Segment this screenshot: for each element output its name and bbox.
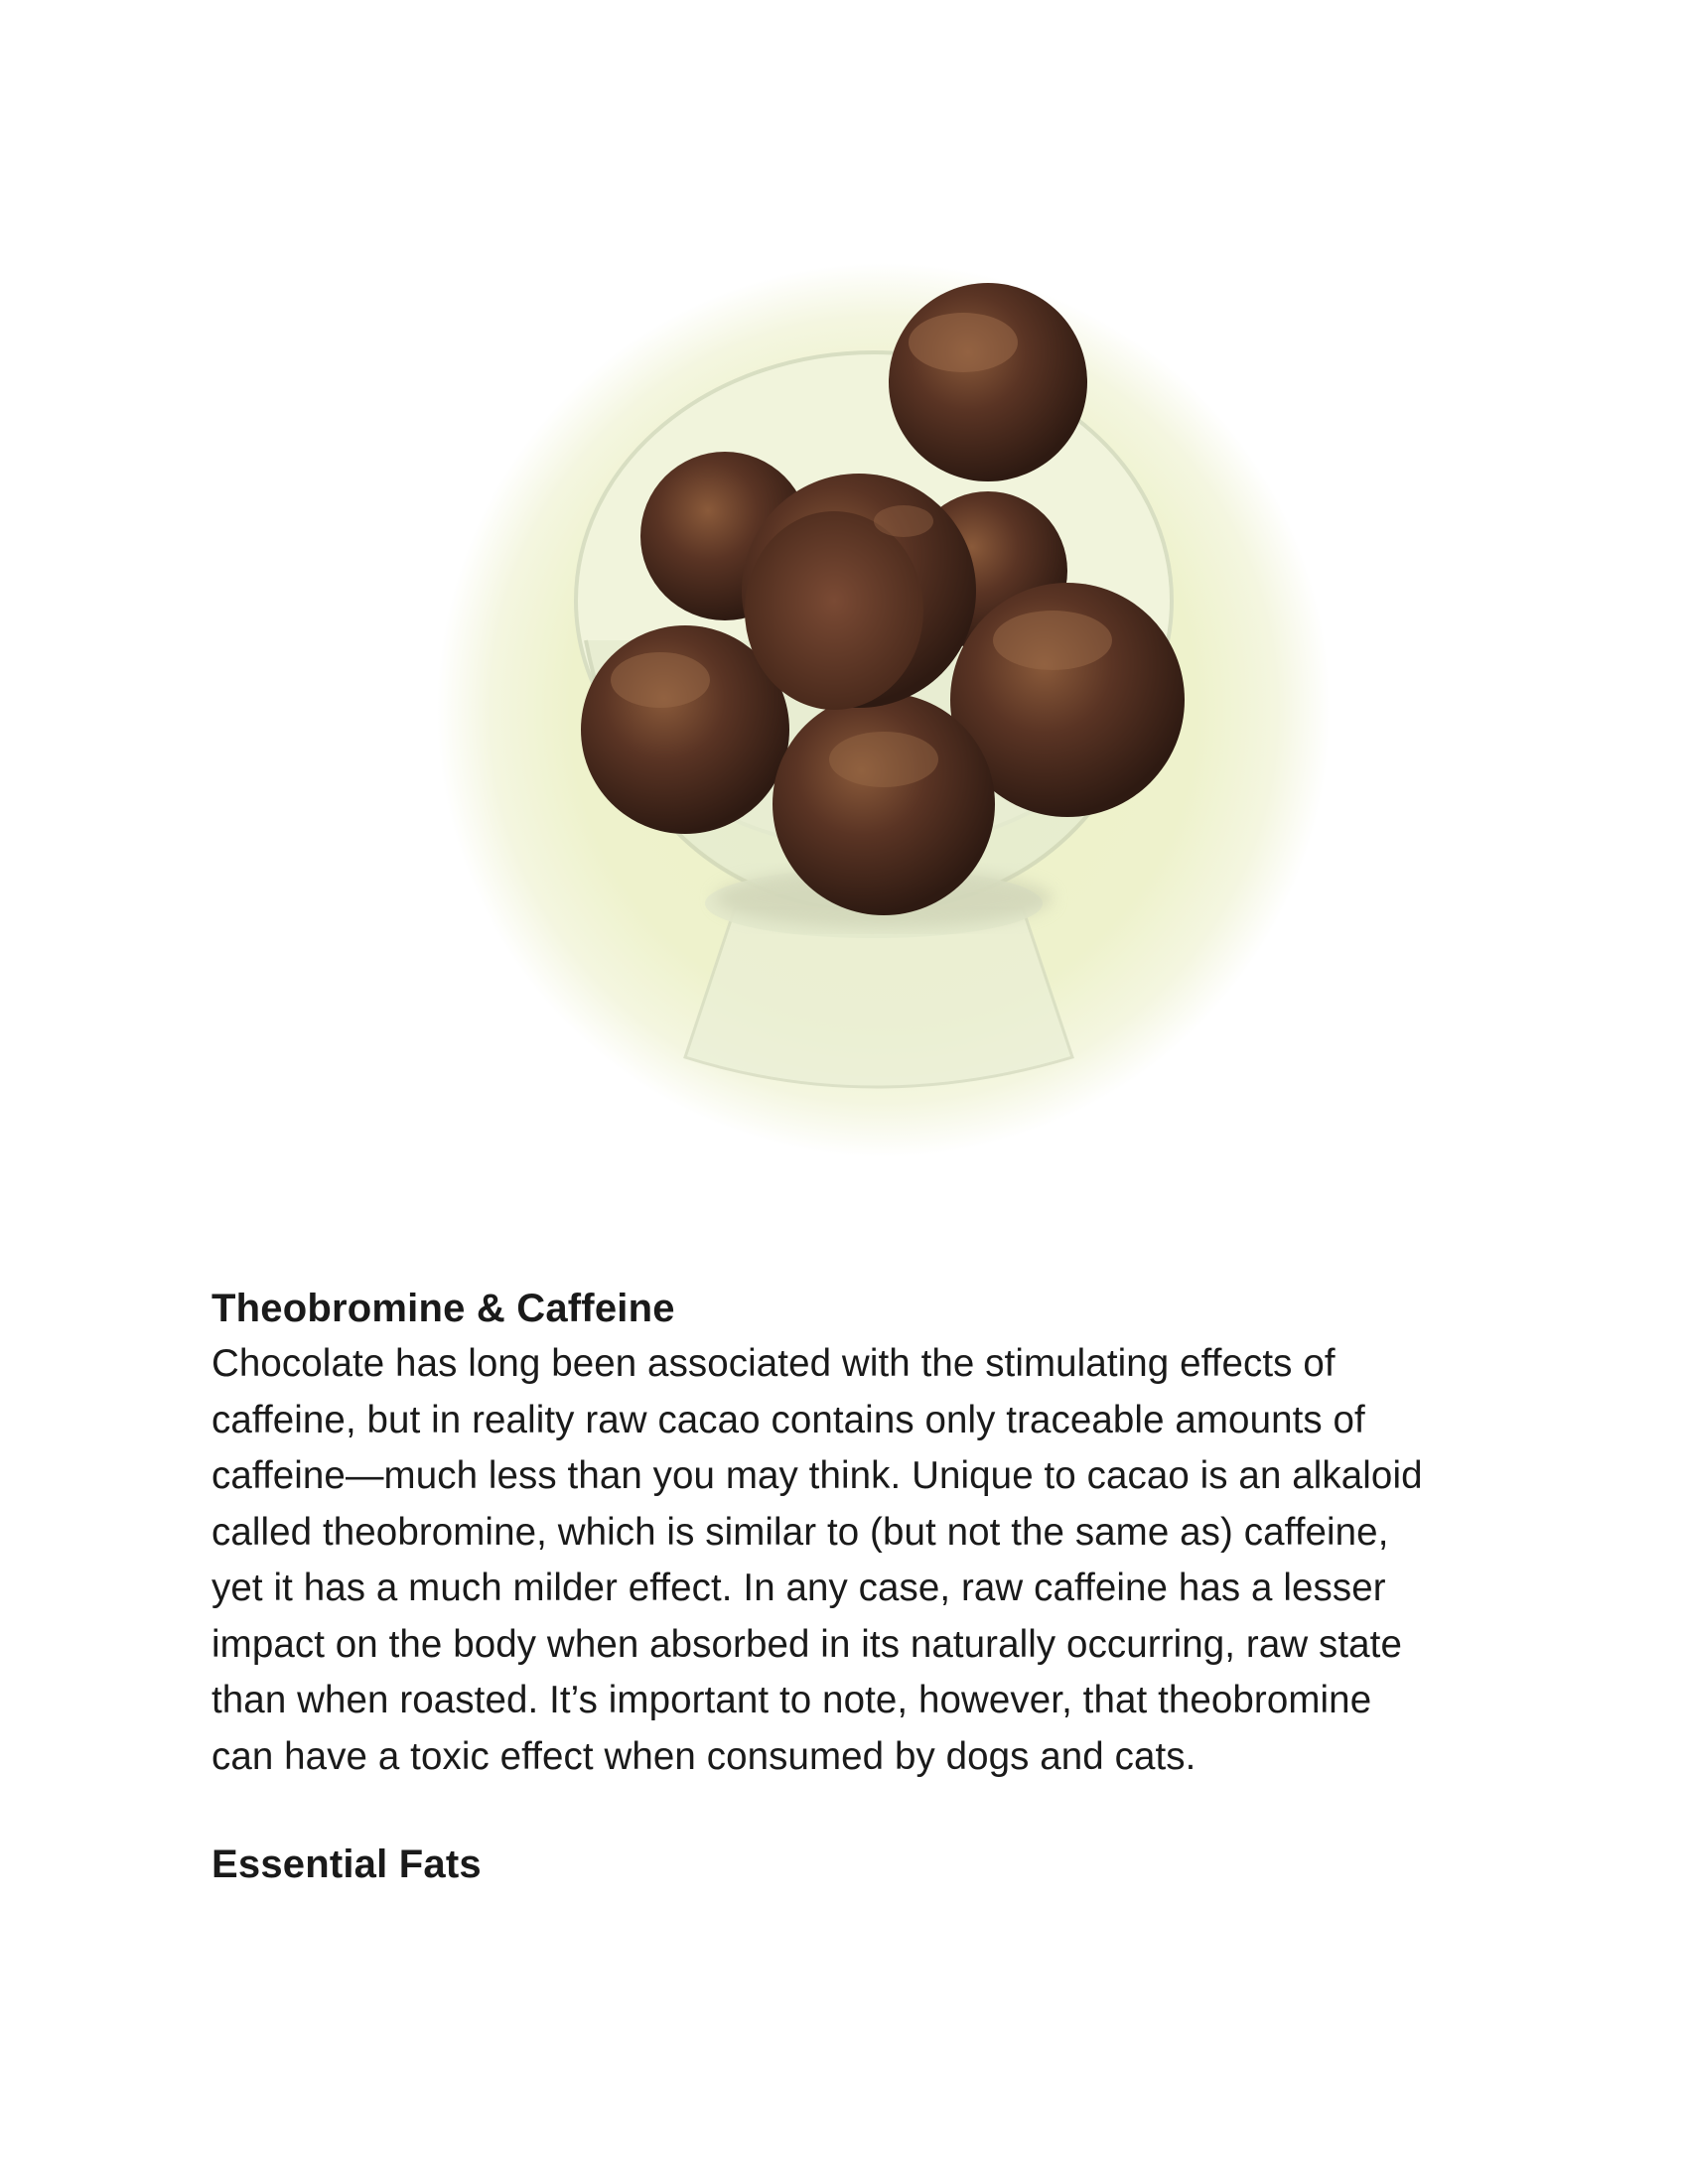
paragraph-line: can have a toxic effect when consumed by dogs and cats.: [211, 1734, 1196, 1778]
truffle-cut-face: [745, 511, 923, 710]
paragraph-line: caffeine—much less than you may think. Unique to cacao is an alkaloid: [211, 1454, 1423, 1497]
paragraph-line: caffeine, but in reality raw cacao contains only traceable amounts of: [211, 1398, 1365, 1441]
paragraph-line: impact on the body when absorbed in its naturally occurring, raw state: [211, 1622, 1402, 1666]
section-paragraph: [211, 1336, 1502, 1785]
paragraph-line: yet it has a much milder effect. In any case, raw caffeine has a lesser: [211, 1567, 1386, 1609]
truffle: [773, 693, 995, 915]
paragraph-line: than when roasted. It’s important to note, however, that theobromine: [211, 1679, 1372, 1721]
paragraph-line: called theobromine, which is similar to (but not the same as) caffeine,: [211, 1510, 1389, 1554]
truffle: [889, 283, 1087, 481]
article: [211, 1281, 1502, 1892]
section-heading: Theobromine & Caffeine: [211, 1287, 675, 1330]
truffles-photo: [437, 263, 1331, 1157]
section-heading: Essential Fats: [211, 1843, 482, 1886]
paragraph-line: Chocolate has long been associated with the stimulating effects of: [211, 1342, 1336, 1385]
